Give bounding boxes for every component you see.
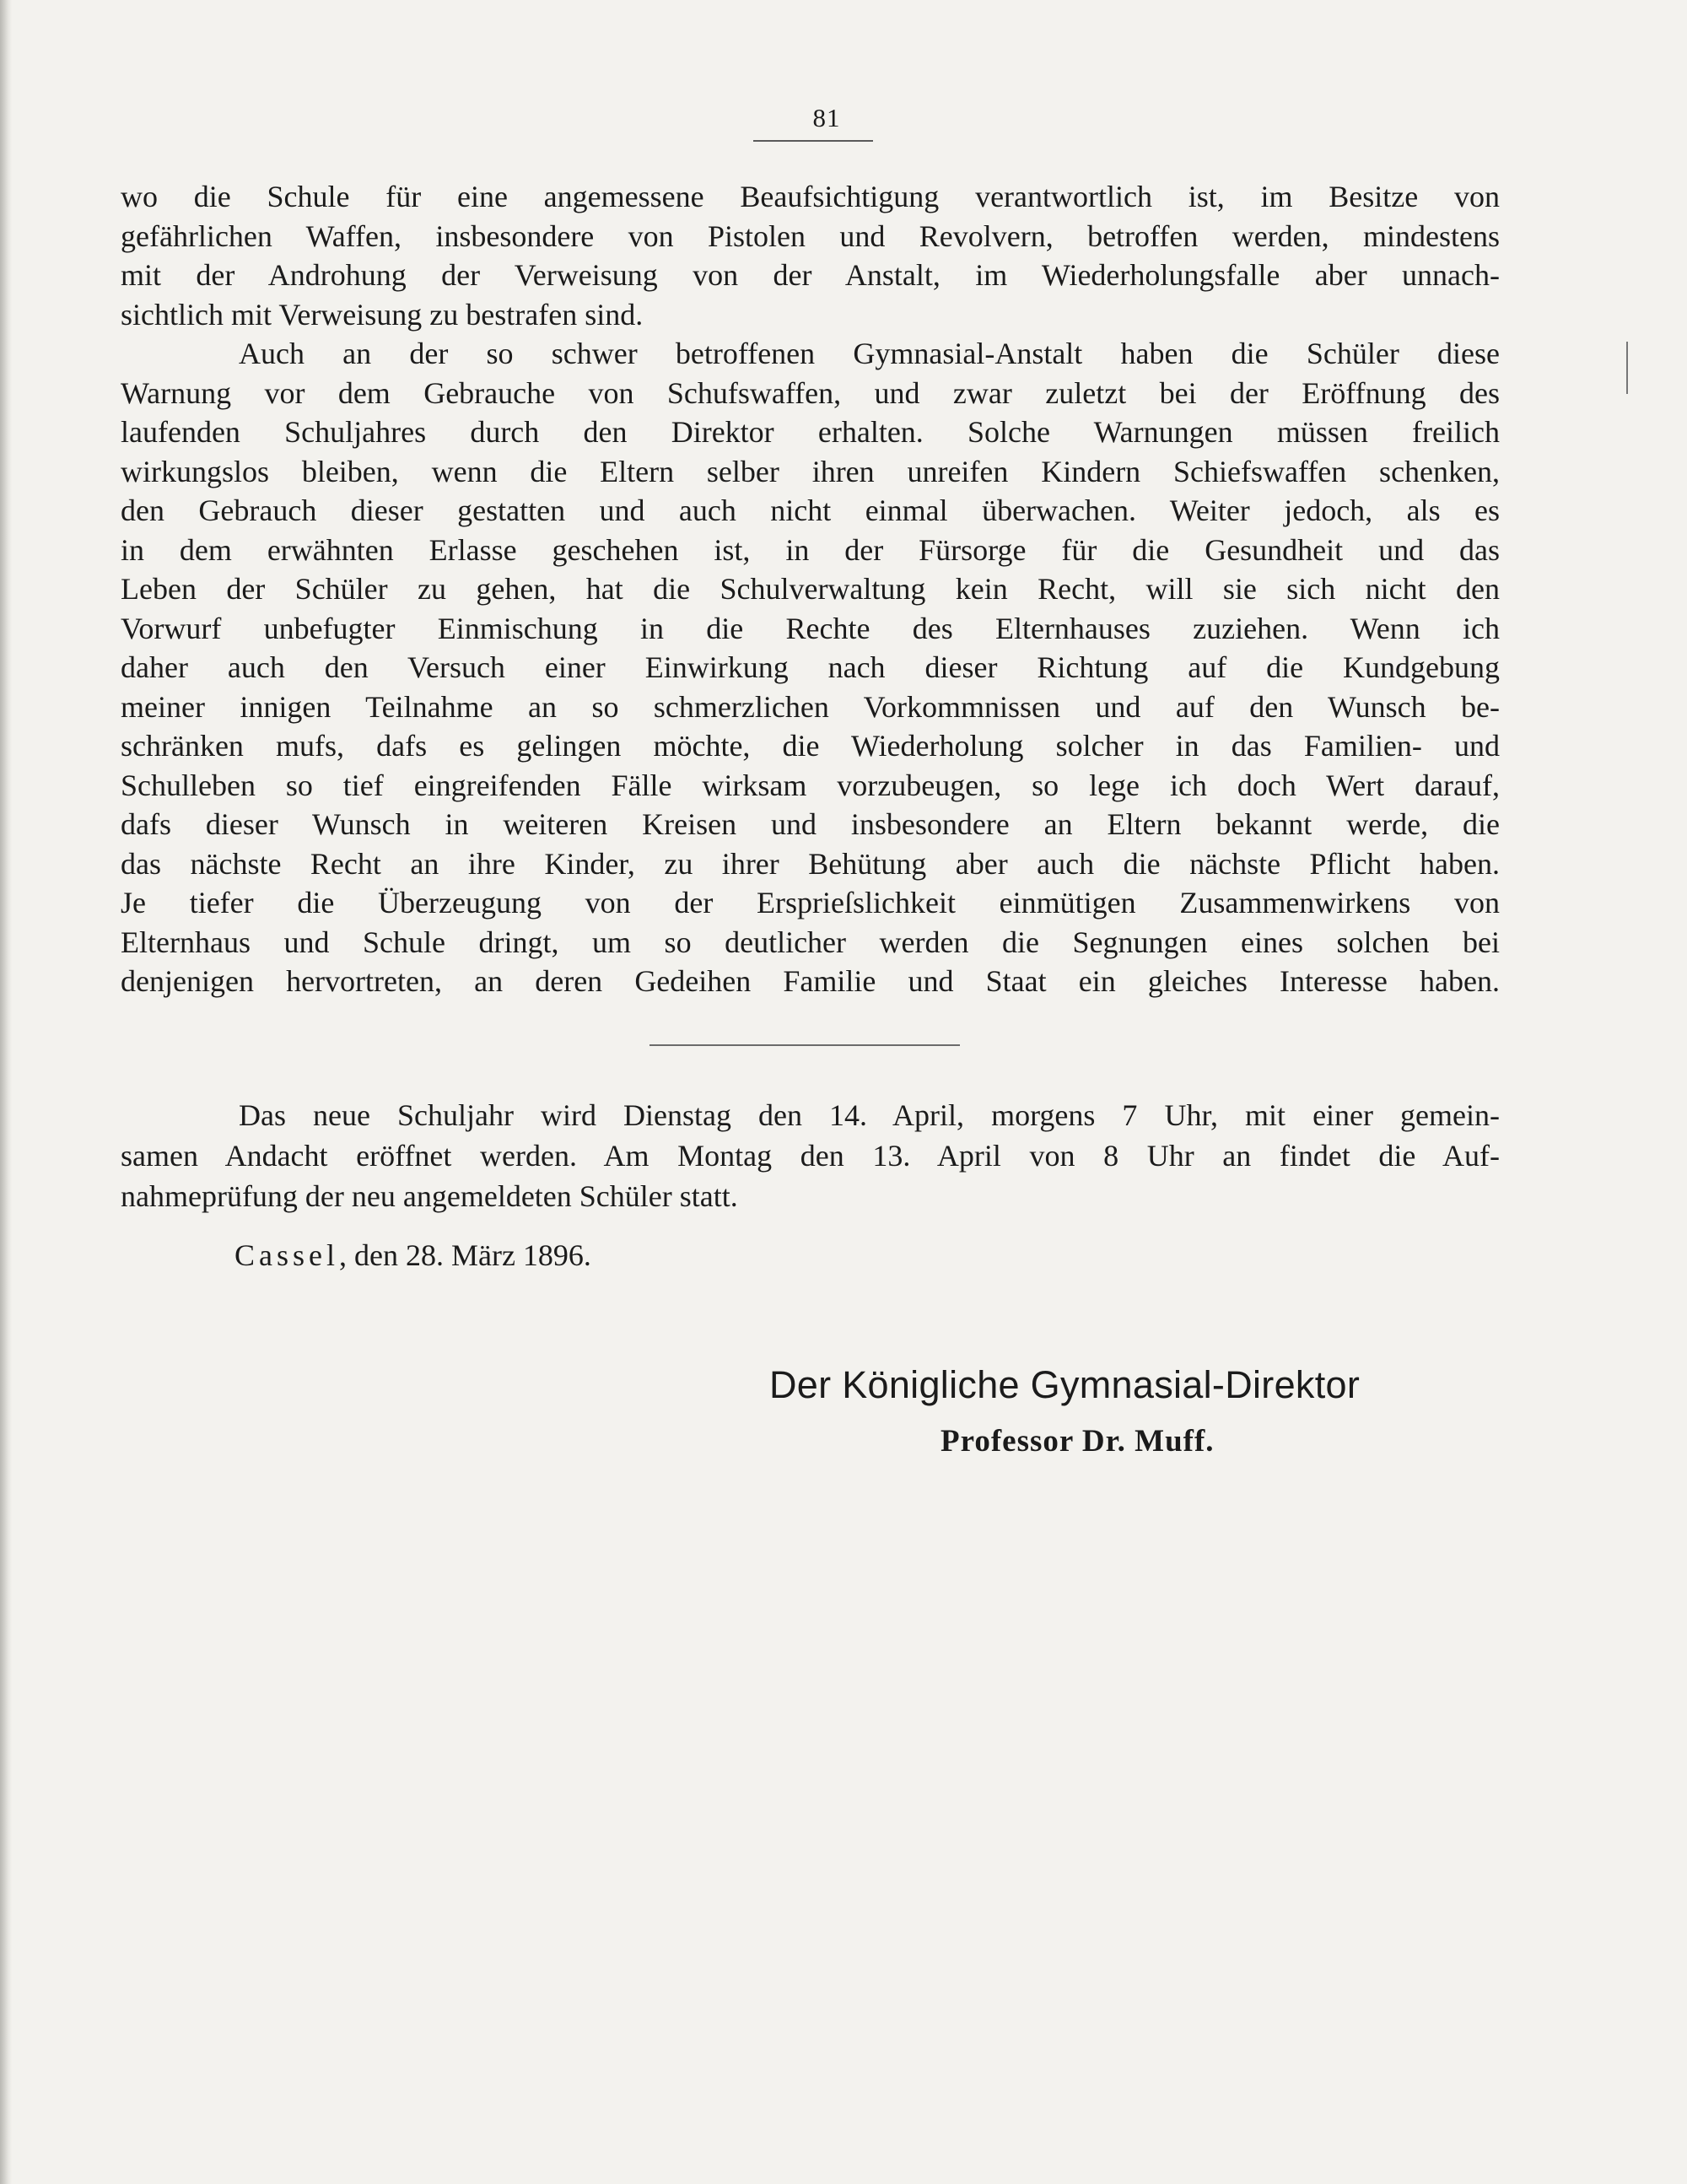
page-number-rule [753, 140, 873, 142]
text-line: wo die Schule für eine angemessene Beaufsichtigung verantwortlich ist, im Besitze von [121, 180, 1500, 213]
dateline-place: Cassel [234, 1238, 339, 1272]
text-line: dafs dieser Wunsch in weiteren Kreisen und insbesondere an Eltern bekannt werde, die [121, 807, 1500, 841]
text-line: sichtlich mit Verweisung zu bestrafen sind. [121, 297, 644, 332]
text-line: Je tiefer die Überzeugung von der Ersprieſslichkeit einmütigen Zusammenwirkens von [121, 886, 1500, 919]
page-edge-shadow [0, 0, 12, 2184]
text-line: Schulleben so tief eingreifenden Fälle wirksam vorzubeugen, so lege ich doch Wert darauf, [121, 768, 1500, 802]
text-line: Vorwurf unbefugter Einmischung in die Rechte des Elternhauses zuziehen. Wenn ich [121, 611, 1500, 645]
text-line: Elternhaus und Schule dringt, um so deutlicher werden die Segnungen eines solchen bei [121, 925, 1500, 959]
section-divider [649, 1044, 960, 1046]
dateline [234, 1235, 591, 1275]
text-line: schränken mufs, dafs es gelingen möchte, die Wiederholung solcher in das Familien- und [121, 729, 1500, 763]
text-line: Warnung vor dem Gebrauche von Schufswaffen, und zwar zuletzt bei der Eröffnung des [121, 375, 1500, 410]
school-year-notice [121, 1095, 1500, 1216]
dateline-date: , den 28. März 1896. [339, 1238, 591, 1272]
text-line: Auch an der so schwer betroffenen Gymnasial-Anstalt haben die Schüler diese [239, 337, 1500, 370]
text-line: mit der Androhung der Verweisung von der Anstalt, im Wiederholungsfalle aber unnach- [121, 258, 1500, 292]
text-line: den Gebrauch dieser gestatten und auch nicht einmal überwachen. Weiter jedoch, als es [121, 493, 1500, 527]
text-line: meiner innigen Teilnahme an so schmerzlichen Vorkommnissen und auf den Wunsch be- [121, 689, 1500, 724]
signature-title: Der Königliche Gymnasial-Direktor [769, 1363, 1361, 1406]
text-line: das nächste Recht an ihre Kinder, zu ihrer Behütung aber auch die nächste Pflicht haben. [121, 846, 1500, 881]
text-line: samen Andacht eröffnet werden. Am Montag den 13. April von 8 Uhr an findet die Auf- [121, 1139, 1500, 1173]
text-line: daher auch den Versuch einer Einwirkung nach dieser Richtung auf die Kundgebung [121, 650, 1500, 684]
signature-name: Professor Dr. Muff. [941, 1424, 1215, 1459]
text-line: gefährlichen Waffen, insbesondere von Pistolen und Revolvern, betroffen werden, mindestens [121, 218, 1500, 253]
page-number: 81 [812, 103, 841, 132]
text-line: Leben der Schüler zu gehen, hat die Schulverwaltung kein Recht, will sie sich nicht den [121, 572, 1500, 606]
text-line: laufenden Schuljahres durch den Direktor erhalten. Solche Warnungen müssen freilich [121, 415, 1500, 449]
body-text [121, 177, 1500, 1001]
text-line: wirkungslos bleiben, wenn die Eltern selber ihren unreifen Kindern Schiefswaffen schenken, [121, 454, 1500, 488]
text-line: in dem erwähnten Erlasse geschehen ist, in der Fürsorge für die Gesundheit und das [121, 532, 1500, 567]
margin-mark [1626, 342, 1628, 394]
text-line: nahmeprüfung der neu angemeldeten Schüler statt. [121, 1179, 738, 1213]
text-line: denjenigen hervortreten, an deren Gedeihen Familie und Staat ein gleiches Interesse haben. [121, 964, 1500, 998]
text-line: Das neue Schuljahr wird Dienstag den 14. April, morgens 7 Uhr, mit einer gemein- [239, 1098, 1500, 1132]
